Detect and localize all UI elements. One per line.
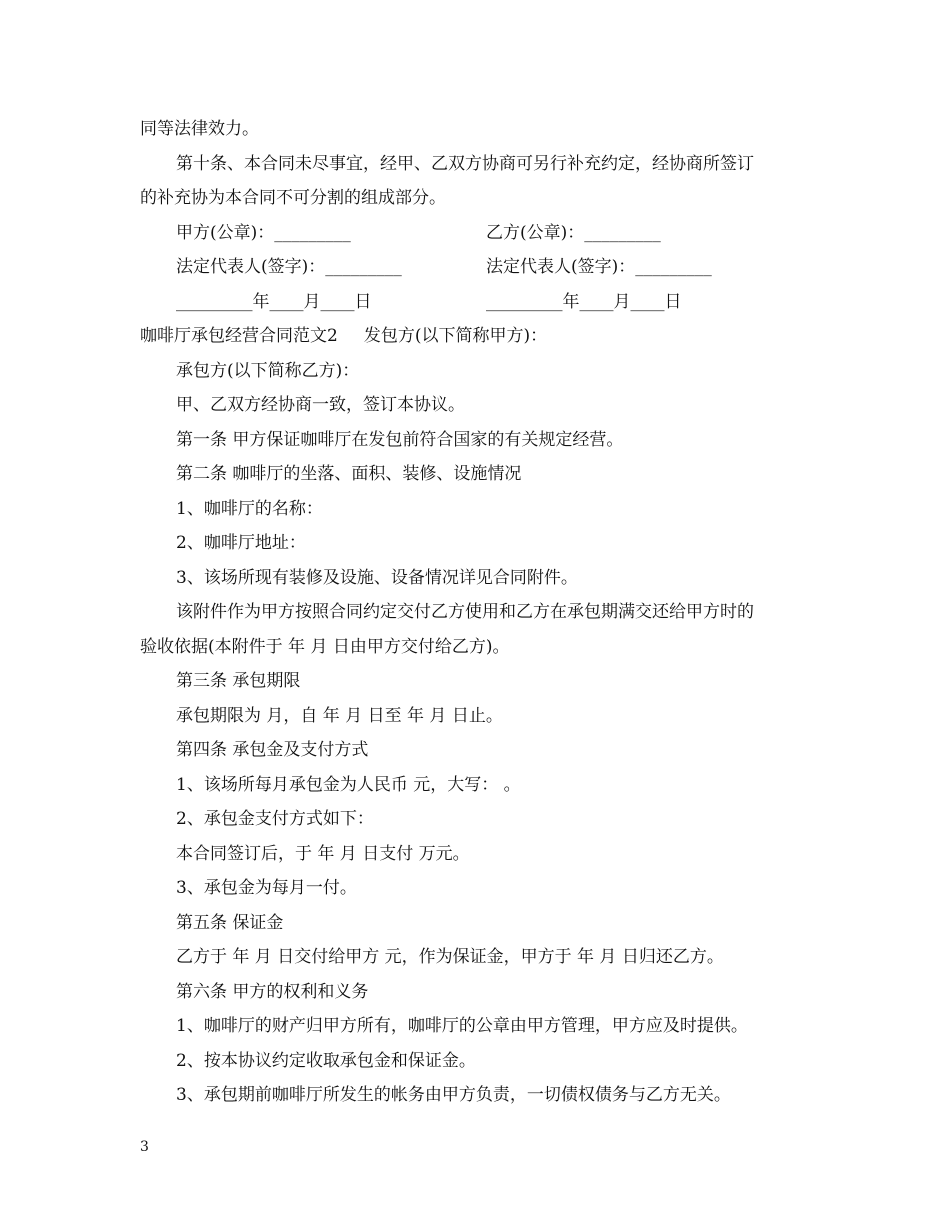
text-line: 本合同签订后，于 年 月 日支付 万元。 xyxy=(176,843,470,864)
party-a-representative: 法定代表人(签字)：_________ xyxy=(176,257,402,277)
contract-title: 咖啡厅承包经营合同范文2 xyxy=(140,326,338,346)
signature-row-seal xyxy=(140,216,812,251)
text-line: 1、咖啡厅的名称： xyxy=(176,498,323,519)
signature-row-date xyxy=(140,285,812,320)
text-line: 1、咖啡厅的财产归甲方所有，咖啡厅的公章由甲方管理，甲方应及时提供。 xyxy=(176,1016,748,1036)
text-line: 第四条 承包金及支付方式 xyxy=(176,740,369,760)
text-line: 第二条 咖啡厅的坐落、面积、装修、设施情况 xyxy=(176,464,522,484)
text-line: 2、咖啡厅地址： xyxy=(176,533,306,553)
text-line: 乙方于 年 月 日交付给甲方 元，作为保证金，甲方于 年 月 日归还乙方。 xyxy=(176,947,724,967)
text-line: 第三条 承包期限 xyxy=(176,671,301,691)
text-line: 3、承包期前咖啡厅所发生的帐务由甲方负责，一切债权债务与乙方无关。 xyxy=(176,1085,731,1105)
text-line: 3、该场所现有装修及设施、设备情况详见合同附件。 xyxy=(176,567,578,588)
contractor-label: 发包方(以下简称甲方)： xyxy=(363,326,548,346)
text-line: 验收依据(本附件于 年 月 日由甲方交付给乙方)。 xyxy=(140,636,510,657)
party-b-seal: 乙方(公章)：_________ xyxy=(486,222,661,243)
party-a-seal: 甲方(公章)：_________ xyxy=(176,222,351,243)
text-line: 甲、乙双方经协商一致，签订本协议。 xyxy=(176,395,465,415)
contract-title-line xyxy=(140,319,812,354)
page-number: 3 xyxy=(140,1139,149,1155)
text-line: 第五条 保证金 xyxy=(176,912,284,933)
text-line: 2、承包金支付方式如下： xyxy=(176,809,374,829)
text-line: 第一条 甲方保证咖啡厅在发包前符合国家的有关规定经营。 xyxy=(176,429,624,450)
text-line: 同等法律效力。 xyxy=(140,119,259,139)
text-line: 1、该场所每月承包金为人民币 元，大写： 。 xyxy=(176,774,521,795)
text-line: 3、承包金为每月一付。 xyxy=(176,878,357,898)
text-line: 第十条、本合同未尽事宜，经甲、乙双方协商可另行补充约定，经协商所签订 xyxy=(176,153,754,174)
text-line: 第六条 甲方的权利和义务 xyxy=(176,981,369,1002)
text-line: 2、按本协议约定收取承包金和保证金。 xyxy=(176,1050,476,1071)
signature-row-representative xyxy=(140,250,812,285)
text-line: 该附件作为甲方按照合同约定交付乙方使用和乙方在承包期满交还给甲方时的 xyxy=(176,602,754,622)
text-line: 的补充协为本合同不可分割的组成部分。 xyxy=(140,188,446,208)
text-line: 承包期限为 月，自 年 月 日至 年 月 日止。 xyxy=(176,705,503,726)
party-b-representative: 法定代表人(签字)：_________ xyxy=(486,257,712,277)
document-body xyxy=(140,112,812,1113)
text-line: 承包方(以下简称乙方)： xyxy=(176,360,360,381)
party-b-date: _________年____月____日 xyxy=(486,291,682,312)
party-a-date: _________年____月____日 xyxy=(176,291,372,312)
